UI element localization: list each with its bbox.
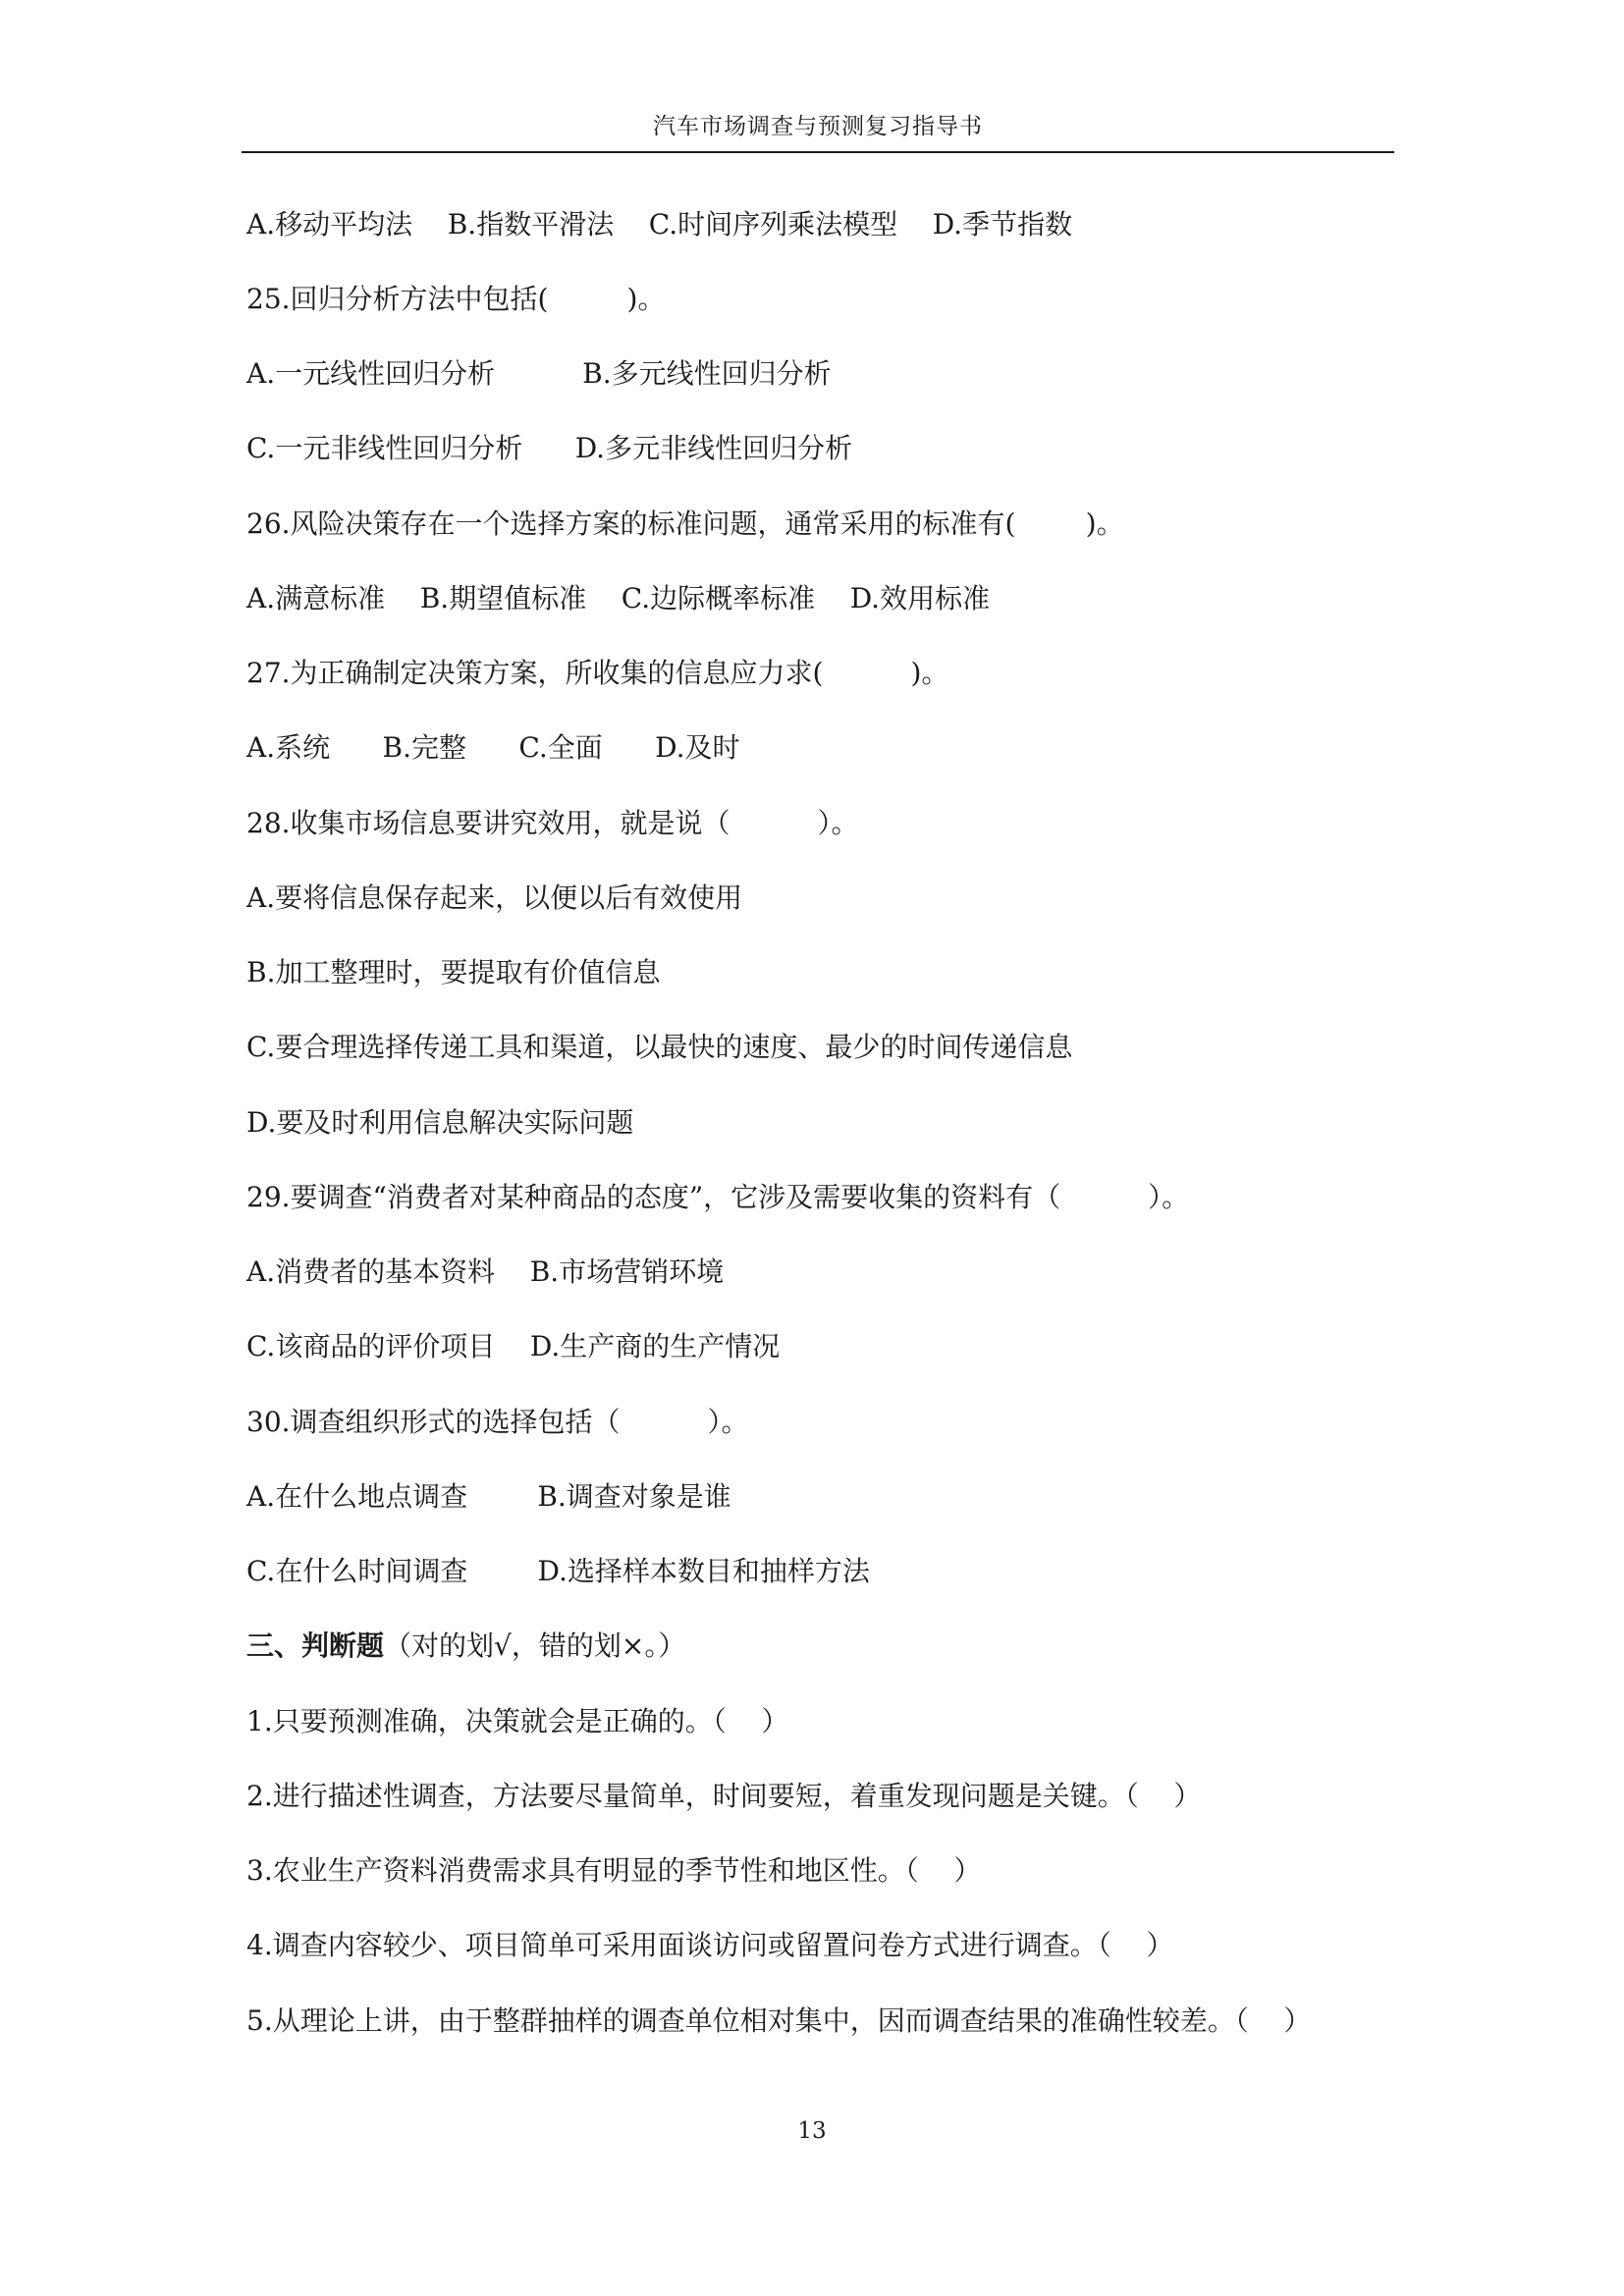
- option-line: C.一元非线性回归分析 D.多元非线性回归分析: [246, 432, 853, 464]
- option-line: A.满意标准 B.期望值标准 C.边际概率标准 D.效用标准: [246, 582, 991, 614]
- question-26: 26.风险决策存在一个选择方案的标准问题，通常采用的标准有( )。: [246, 507, 1124, 540]
- judgment-item: 1.只要预测准确，决策就会是正确的。（ ）: [246, 1705, 789, 1737]
- question-25: 25.回归分析方法中包括( )。: [246, 283, 666, 315]
- option-line: A.移动平均法 B.指数平滑法 C.时间序列乘法模型 D.季节指数: [246, 208, 1073, 240]
- option-line: B.加工整理时，要提取有价值信息: [246, 956, 661, 988]
- page-number: 13: [797, 2118, 827, 2144]
- option-line: A.一元线性回归分析 B.多元线性回归分析: [246, 357, 832, 390]
- judgment-item: 5.从理论上讲，由于整群抽样的调查单位相对集中，因而调查结果的准确性较差。（ ）: [246, 2004, 1312, 2037]
- option-line: A.系统 B.完整 C.全面 D.及时: [246, 731, 740, 764]
- option-line: C.要合理选择传递工具和渠道，以最快的速度、最少的时间传递信息: [246, 1031, 1073, 1063]
- option-line: A.在什么地点调查 B.调查对象是谁: [246, 1480, 731, 1513]
- judgment-item: 3.农业生产资料消费需求具有明显的季节性和地区性。（ ）: [246, 1854, 982, 1887]
- option-line: D.要及时利用信息解决实际问题: [246, 1106, 634, 1139]
- question-27: 27.为正确制定决策方案，所收集的信息应力求( )。: [246, 657, 949, 689]
- question-30: 30.调查组织形式的选择包括（ ）。: [246, 1406, 749, 1438]
- option-line: C.该商品的评价项目 D.生产商的生产情况: [246, 1330, 781, 1362]
- question-29: 29.要调查“消费者对某种商品的态度”，它涉及需要收集的资料有（ ）。: [246, 1181, 1190, 1213]
- option-line: A.要将信息保存起来，以便以后有效使用: [246, 881, 743, 914]
- judgment-item: 2.进行描述性调查，方法要尽量简单，时间要短，着重发现问题是关键。（ ）: [246, 1780, 1202, 1812]
- question-28: 28.收集市场信息要讲究效用，就是说（ ）。: [246, 807, 859, 839]
- section-heading: [246, 1625, 685, 1668]
- running-header: 汽车市场调查与预测复习指导书: [653, 114, 983, 139]
- section-title: 三、判断题: [246, 1629, 385, 1662]
- header-divider: [242, 151, 1394, 153]
- option-line: A.消费者的基本资料 B.市场营销环境: [246, 1255, 725, 1288]
- section-note: （对的划√，错的划×。）: [384, 1629, 686, 1662]
- judgment-item: 4.调查内容较少、项目简单可采用面谈访问或留置问卷方式进行调查。（ ）: [246, 1929, 1174, 1961]
- option-line: C.在什么时间调查 D.选择样本数目和抽样方法: [246, 1555, 870, 1587]
